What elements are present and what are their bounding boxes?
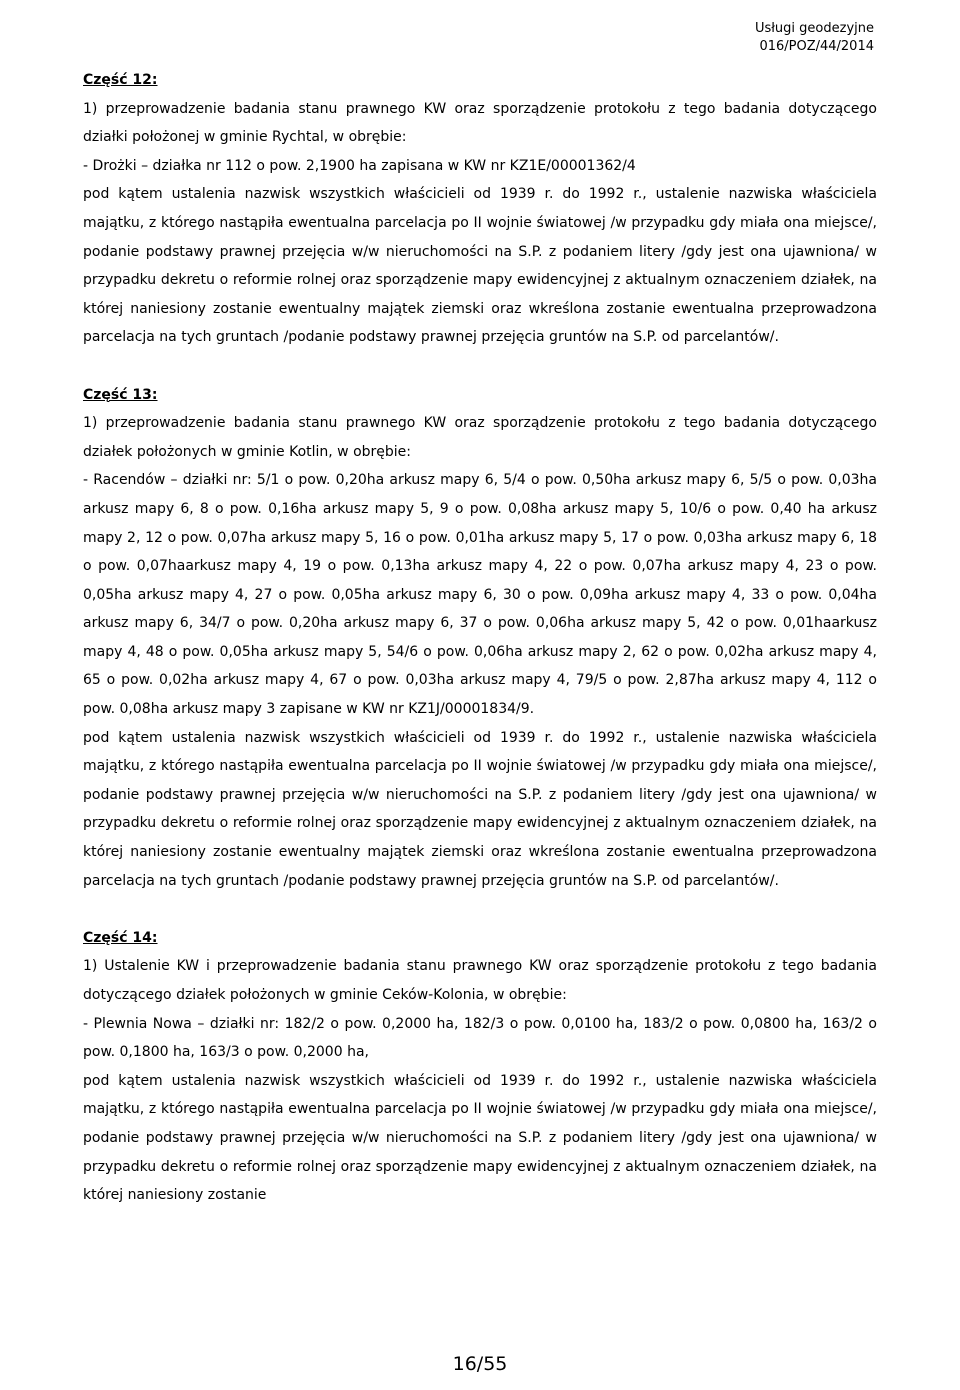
section-part-13: [83, 381, 877, 896]
section-description: pod kątem ustalenia nazwisk wszystkich właścicieli od 1939 r. do 1992 r., ustalenie nazwiska właściciela majątku, z którego nastąpiła ewentualna parcelacja po II wojnie światowej /w przypadku gdy miała ona miejsce/, podanie podstawy prawnej przejęcia w/w nieruchomości na S.P. z podaniem litery /gdy jest ona ujawniona/ w przypadku dekretu o reformie rolnej oraz sporządzenie mapy ewidencyjnej z aktualnym oznaczeniem działek, na której naniesiony zostanie ewentualny majątek ziemski oraz wkreślona zostanie ewentualna przeprowadzona parcelacja na tych gruntach /podanie podstawy prawnej przejęcia gruntów na S.P. od parcelantów/.: [83, 729, 877, 889]
header-reference-number: 016/POZ/44/2014: [759, 39, 874, 54]
section-description: pod kątem ustalenia nazwisk wszystkich właścicieli od 1939 r. do 1992 r., ustalenie nazwiska właściciela majątku, z którego nastąpiła ewentualna parcelacja po II wojnie światowej /w przypadku gdy miała ona miejsce/, podanie podstawy prawnej przejęcia w/w nieruchomości na S.P. z podaniem litery /gdy jest ona ujawniona/ w przypadku dekretu o reformie rolnej oraz sporządzenie mapy ewidencyjnej z aktualnym oznaczeniem działek, na której naniesiony zostanie ewentualny majątek ziemski oraz wkreślona zostanie ewentualna przeprowadzona parcelacja na tych gruntach /podanie podstawy prawnej przejęcia gruntów na S.P. od parcelantów/.: [83, 186, 877, 346]
section-item: 1) przeprowadzenie badania stanu prawnego KW oraz sporządzenie protokołu z tego badania dotyczącego działki położonej w gminie Rychtal, w obrębie:: [83, 100, 877, 146]
section-item: 1) przeprowadzenie badania stanu prawnego KW oraz sporządzenie protokołu z tego badania dotyczącego działek położonych w gminie Kotlin, w obrębie:: [83, 415, 877, 460]
section-part-12: [83, 66, 877, 352]
section-description: pod kątem ustalenia nazwisk wszystkich właścicieli od 1939 r. do 1992 r., ustalenie nazwiska właściciela majątku, z którego nastąpiła ewentualna parcelacja po II wojnie światowej /w przypadku gdy miała ona miejsce/, podanie podstawy prawnej przejęcia w/w nieruchomości na S.P. z podaniem litery /gdy jest ona ujawniona/ w przypadku dekretu o reformie rolnej oraz sporządzenie mapy ewidencyjnej z aktualnym oznaczeniem działek, na której naniesiony zostanie: [83, 1072, 877, 1204]
section-part-14: [83, 924, 877, 1210]
page-number: 16/55: [452, 1353, 508, 1375]
header-service-name: Usługi geodezyjne: [754, 21, 874, 36]
section-item: 1) Ustalenie KW i przeprowadzenie badania stanu prawnego KW oraz sporządzenie protokołu z tego badania dotyczącego działek położonych w gminie Ceków-Kolonia, w obrębie:: [83, 958, 877, 1003]
section-parcels: - Drożki – działka nr 112 o pow. 2,1900 ha zapisana w KW nr KZ1E/00001362/4: [83, 157, 636, 174]
section-title: Część 13:: [83, 386, 158, 403]
section-parcels: - Racendów – działki nr: 5/1 o pow. 0,20ha arkusz mapy 6, 5/4 o pow. 0,50ha arkusz mapy 6, 5/5 o pow. 0,03ha arkusz mapy 6, 8 o pow. 0,16ha arkusz mapy 5, 9 o pow. 0,08ha arkusz mapy 5, 10/6 o pow. 0,40 ha arkusz mapy 2, 12 o pow. 0,07ha arkusz mapy 5, 16 o pow. 0,01ha arkusz mapy 5, 17 o pow. 0,03ha arkusz mapy 6, 18 o pow. 0,07haarkusz mapy 4, 19 o pow. 0,13ha arkusz mapy 4, 22 o pow. 0,07ha arkusz mapy 4, 23 o pow. 0,05ha arkusz mapy 4, 27 o pow. 0,05ha arkusz mapy 6, 30 o pow. 0,09ha arkusz mapy 4, 33 o pow. 0,04ha arkusz mapy 6, 34/7 o pow. 0,20ha arkusz mapy 6, 37 o pow. 0,06ha arkusz mapy 5, 42 o pow. 0,01haarkusz mapy 4, 48 o pow. 0,05ha arkusz mapy 5, 54/6 o pow. 0,06ha arkusz mapy 2, 62 o pow. 0,02ha arkusz mapy 4, 65 o pow. 0,02ha arkusz mapy 4, 67 o pow. 0,03ha arkusz mapy 4, 79/5 o pow. 2,87ha arkusz mapy 4, 112 o pow. 0,08ha arkusz mapy 3 zapisane w KW nr KZ1J/00001834/9.: [83, 472, 877, 718]
document-body: [83, 66, 877, 1210]
section-parcels: - Plewnia Nowa – działki nr: 182/2 o pow. 0,2000 ha, 182/3 o pow. 0,0100 ha, 183/2 o pow. 0,0800 ha, 163/2 o pow. 0,1800 ha, 163/3 o pow. 0,2000 ha,: [83, 1015, 877, 1061]
section-title: Część 12:: [83, 72, 158, 88]
section-spacer: [83, 352, 877, 381]
page-header: [755, 20, 874, 56]
section-title: Część 14:: [83, 929, 158, 946]
section-spacer: [83, 895, 877, 924]
